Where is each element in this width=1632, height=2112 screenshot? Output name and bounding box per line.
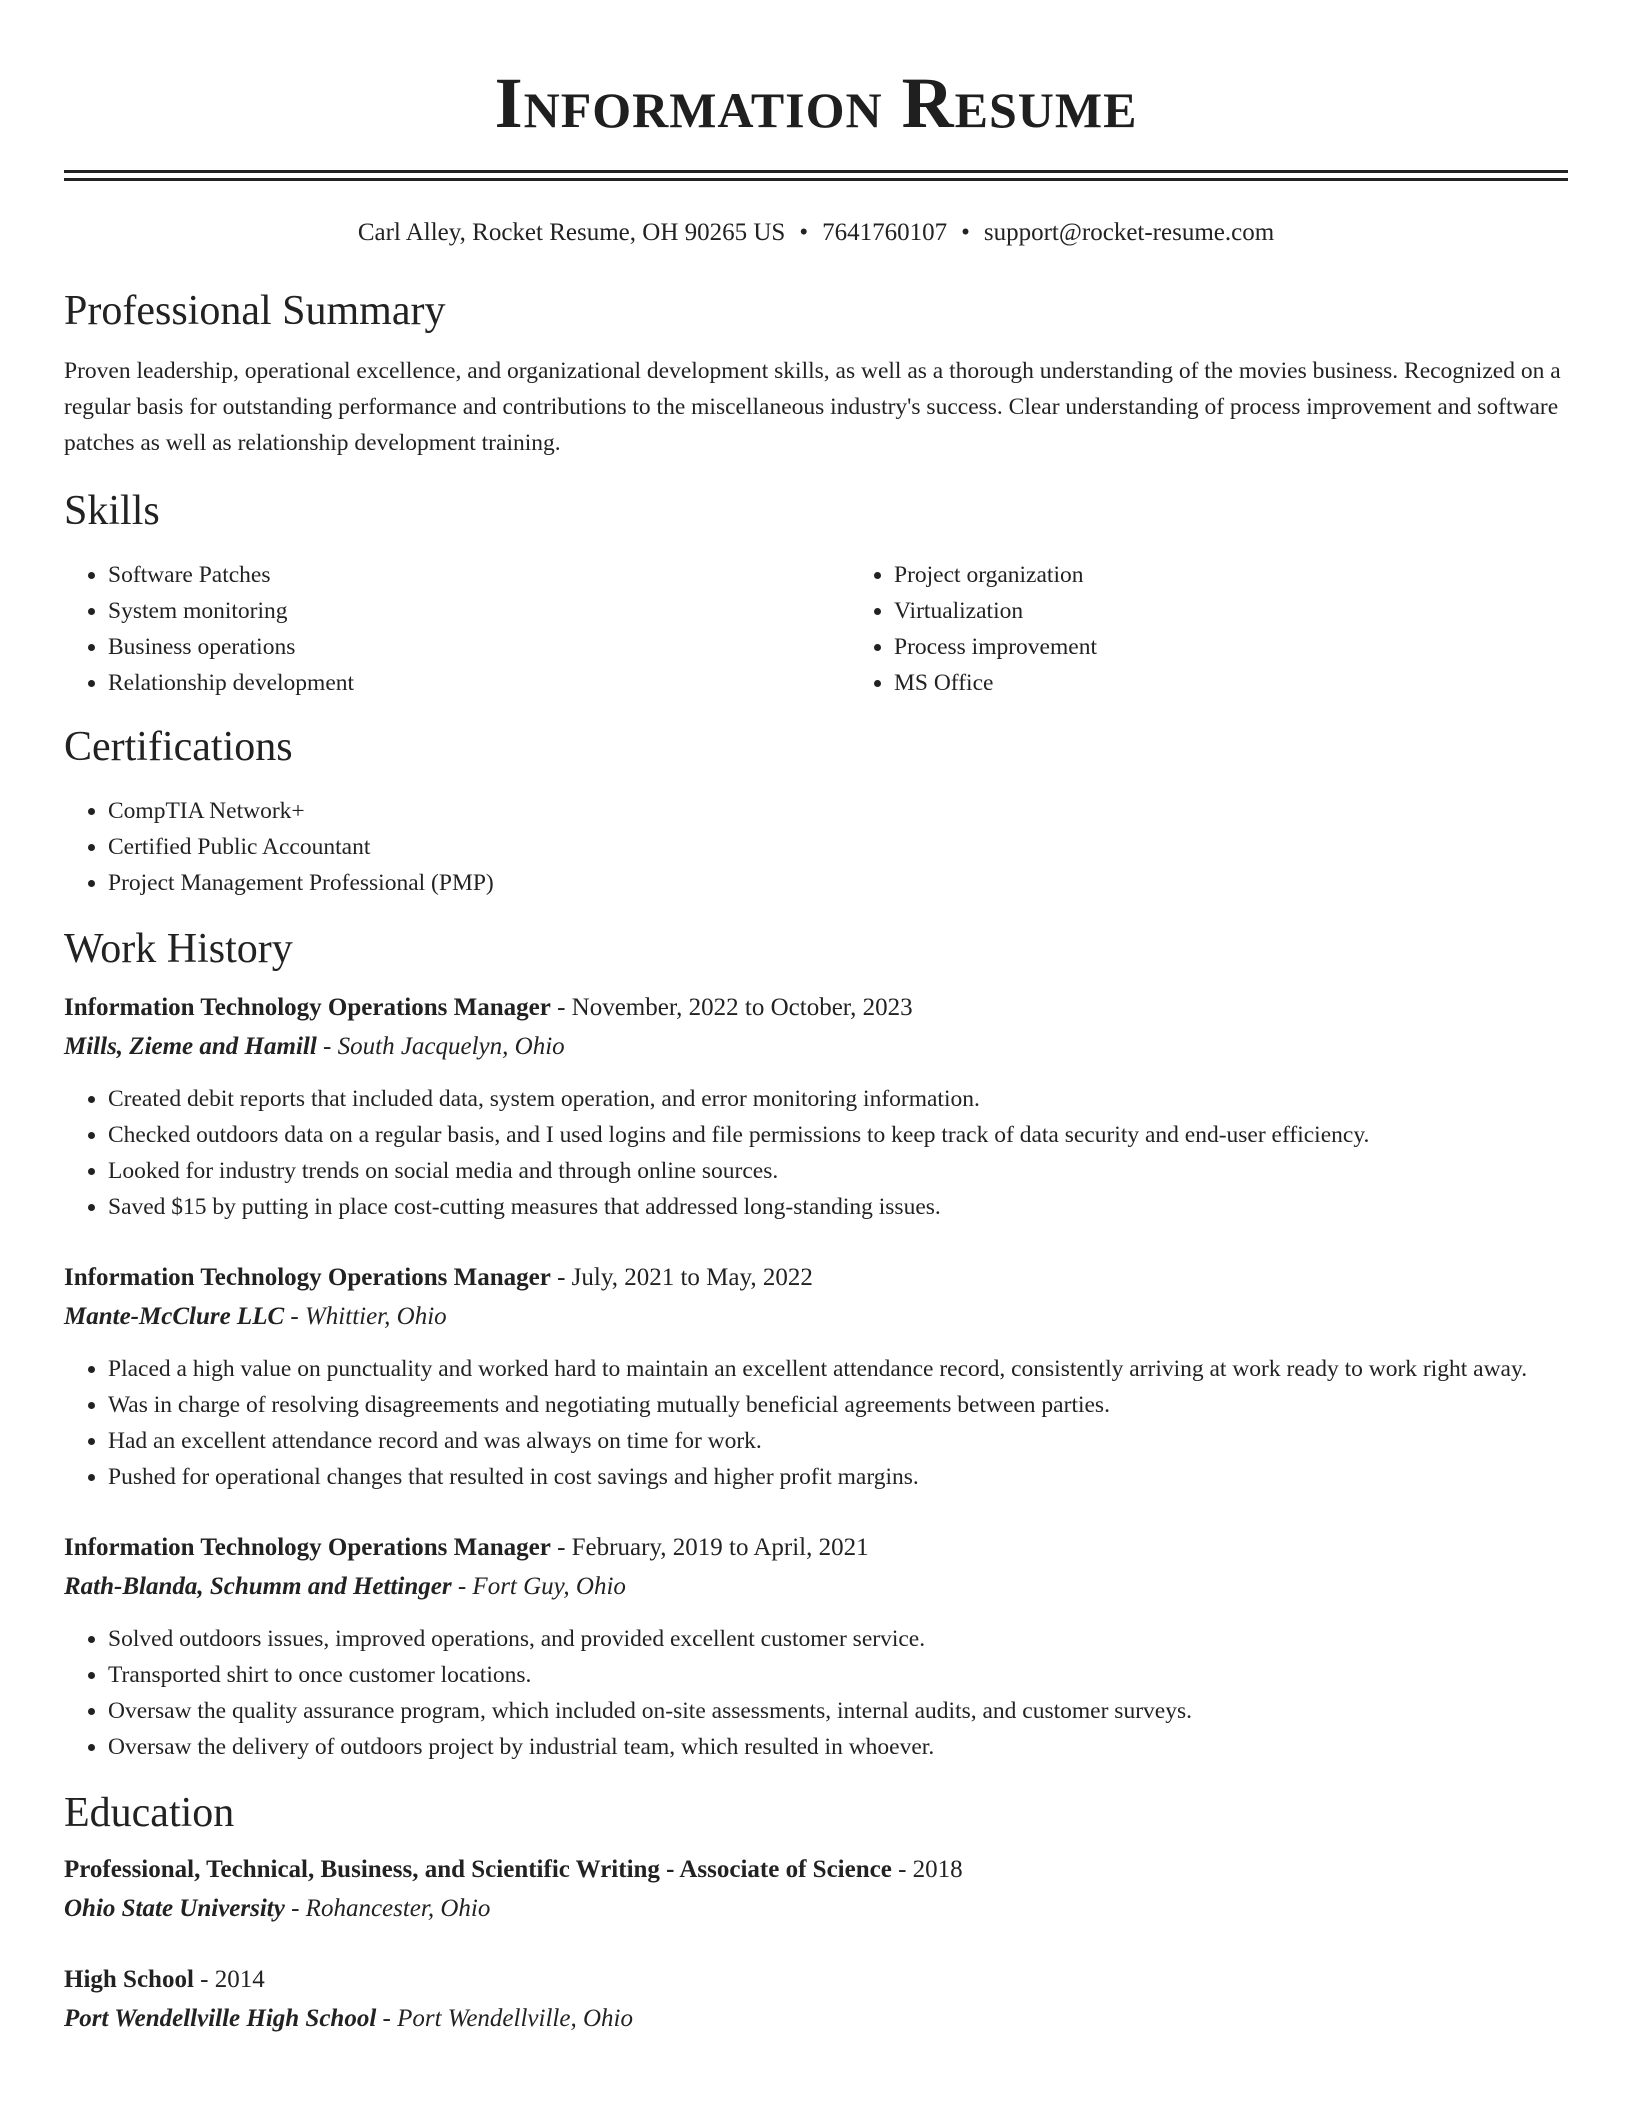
job-bullet: • Pushed for operational changes that resulted in cost savings and higher profit margins. bbox=[108, 1459, 1568, 1495]
certification-item: • CompTIA Network+ bbox=[108, 793, 1568, 829]
job-title: Information Technology Operations Manager bbox=[64, 994, 551, 1021]
job-header bbox=[64, 1259, 1568, 1297]
job-company: Mante-McClure LLC bbox=[64, 1303, 285, 1330]
summary-heading: Professional Summary bbox=[64, 288, 446, 334]
job-bullet: • Transported shirt to once customer locations. bbox=[108, 1657, 1568, 1693]
job-dates: - November, 2022 to October, 2023 bbox=[557, 994, 913, 1021]
job-dates: - February, 2019 to April, 2021 bbox=[557, 1534, 869, 1561]
skill-item: • System monitoring bbox=[108, 593, 850, 629]
job-employer bbox=[64, 1567, 1568, 1607]
job-bullet: • Placed a high value on punctuality and worked hard to maintain an excellent attendance record, consistently arriving at work ready to work right away. bbox=[108, 1351, 1568, 1387]
job-location: - South Jacquelyn, Ohio bbox=[323, 1033, 565, 1060]
education-heading: Education bbox=[64, 1790, 235, 1836]
work-history-heading: Work History bbox=[64, 926, 293, 972]
education-institution bbox=[64, 1999, 1568, 2039]
certification-item: • Certified Public Accountant bbox=[108, 829, 1568, 865]
job-entry bbox=[64, 989, 1568, 1225]
education-entry bbox=[64, 1851, 1568, 1929]
skill-item: • Virtualization bbox=[894, 593, 1097, 629]
education-degree: Professional, Technical, Business, and Scientific Writing - Associate of Science bbox=[64, 1856, 892, 1883]
skills-list-left bbox=[64, 557, 850, 701]
job-bullet: • Was in charge of resolving disagreements and negotiating mutually beneficial agreements between parties. bbox=[108, 1387, 1568, 1423]
job-bullet: • Saved $15 by putting in place cost-cutting measures that addressed long-standing issues. bbox=[108, 1189, 1568, 1225]
job-bullet: • Solved outdoors issues, improved operations, and provided excellent customer service. bbox=[108, 1621, 1568, 1657]
skills-list-right bbox=[850, 557, 1097, 701]
contact-phone: 7641760107 bbox=[822, 219, 948, 246]
contact-line bbox=[64, 217, 1568, 249]
skills-heading: Skills bbox=[64, 488, 160, 534]
job-bullet: • Oversaw the delivery of outdoors project by industrial team, which resulted in whoever. bbox=[108, 1729, 1568, 1765]
job-bullet: • Created debit reports that included data, system operation, and error monitoring information. bbox=[108, 1081, 1568, 1117]
education-school: Ohio State University bbox=[64, 1895, 285, 1922]
job-dates: - July, 2021 to May, 2022 bbox=[557, 1264, 813, 1291]
contact-separator: • bbox=[961, 219, 970, 246]
education-location: - Rohancester, Ohio bbox=[291, 1895, 491, 1922]
education-entry bbox=[64, 1961, 1568, 2039]
job-bullet: • Oversaw the quality assurance program, which included on-site assessments, internal audits, and customer surveys. bbox=[108, 1693, 1568, 1729]
job-title: Information Technology Operations Manager bbox=[64, 1264, 551, 1291]
contact-email[interactable]: support@rocket-resume.com bbox=[983, 219, 1275, 246]
skill-item: • Software Patches bbox=[108, 557, 850, 593]
job-employer bbox=[64, 1027, 1568, 1067]
education-school: Port Wendellville High School bbox=[64, 2005, 377, 2032]
job-bullet: • Checked outdoors data on a regular basis, and I used logins and file permissions to keep track of data security and end-user efficiency. bbox=[108, 1117, 1568, 1153]
job-location: - Whittier, Ohio bbox=[290, 1303, 447, 1330]
job-header bbox=[64, 1529, 1568, 1567]
education-institution bbox=[64, 1889, 1568, 1929]
job-bullet: • Had an excellent attendance record and was always on time for work. bbox=[108, 1423, 1568, 1459]
skill-item: • MS Office bbox=[894, 665, 1097, 701]
title-divider-top bbox=[64, 170, 1568, 173]
job-entry bbox=[64, 1259, 1568, 1495]
skill-item: • Project organization bbox=[894, 557, 1097, 593]
job-company: Rath-Blanda, Schumm and Hettinger bbox=[64, 1573, 452, 1600]
contact-address: Carl Alley, Rocket Resume, OH 90265 US bbox=[357, 219, 786, 246]
certifications-heading: Certifications bbox=[64, 724, 293, 770]
skills-columns bbox=[64, 557, 1568, 701]
job-bullets bbox=[64, 1621, 1568, 1765]
certification-item: • Project Management Professional (PMP) bbox=[108, 865, 1568, 901]
education-header bbox=[64, 1961, 1568, 1999]
job-entry bbox=[64, 1529, 1568, 1765]
title-divider-bottom bbox=[64, 178, 1568, 181]
job-company: Mills, Zieme and Hamill bbox=[64, 1033, 317, 1060]
certifications-list bbox=[64, 793, 1568, 901]
job-employer bbox=[64, 1297, 1568, 1337]
job-title: Information Technology Operations Manager bbox=[64, 1534, 551, 1561]
job-location: - Fort Guy, Ohio bbox=[457, 1573, 626, 1600]
contact-separator: • bbox=[799, 219, 809, 246]
job-header bbox=[64, 989, 1568, 1027]
education-year: - 2014 bbox=[200, 1966, 265, 1993]
summary-text: Proven leadership, operational excellence, and organizational development skills, as well as a thorough understanding of the movies business. Recognized on a regular basis for outstanding performance and contributions to the miscellaneous industry's success. Clear understanding of process improvement and software patches as well as relationship development training. bbox=[64, 358, 1561, 456]
education-header bbox=[64, 1851, 1568, 1889]
job-bullets bbox=[64, 1081, 1568, 1225]
education-location: - Port Wendellville, Ohio bbox=[382, 2005, 633, 2032]
education-year: - 2018 bbox=[898, 1856, 963, 1883]
job-bullet: • Looked for industry trends on social media and through online sources. bbox=[108, 1153, 1568, 1189]
skill-item: • Process improvement bbox=[894, 629, 1097, 665]
skill-item: • Business operations bbox=[108, 629, 850, 665]
skill-item: • Relationship development bbox=[108, 665, 850, 701]
resume-title: Information Resume bbox=[494, 63, 1138, 143]
education-degree: High School bbox=[64, 1966, 194, 1993]
job-bullets bbox=[64, 1351, 1568, 1495]
